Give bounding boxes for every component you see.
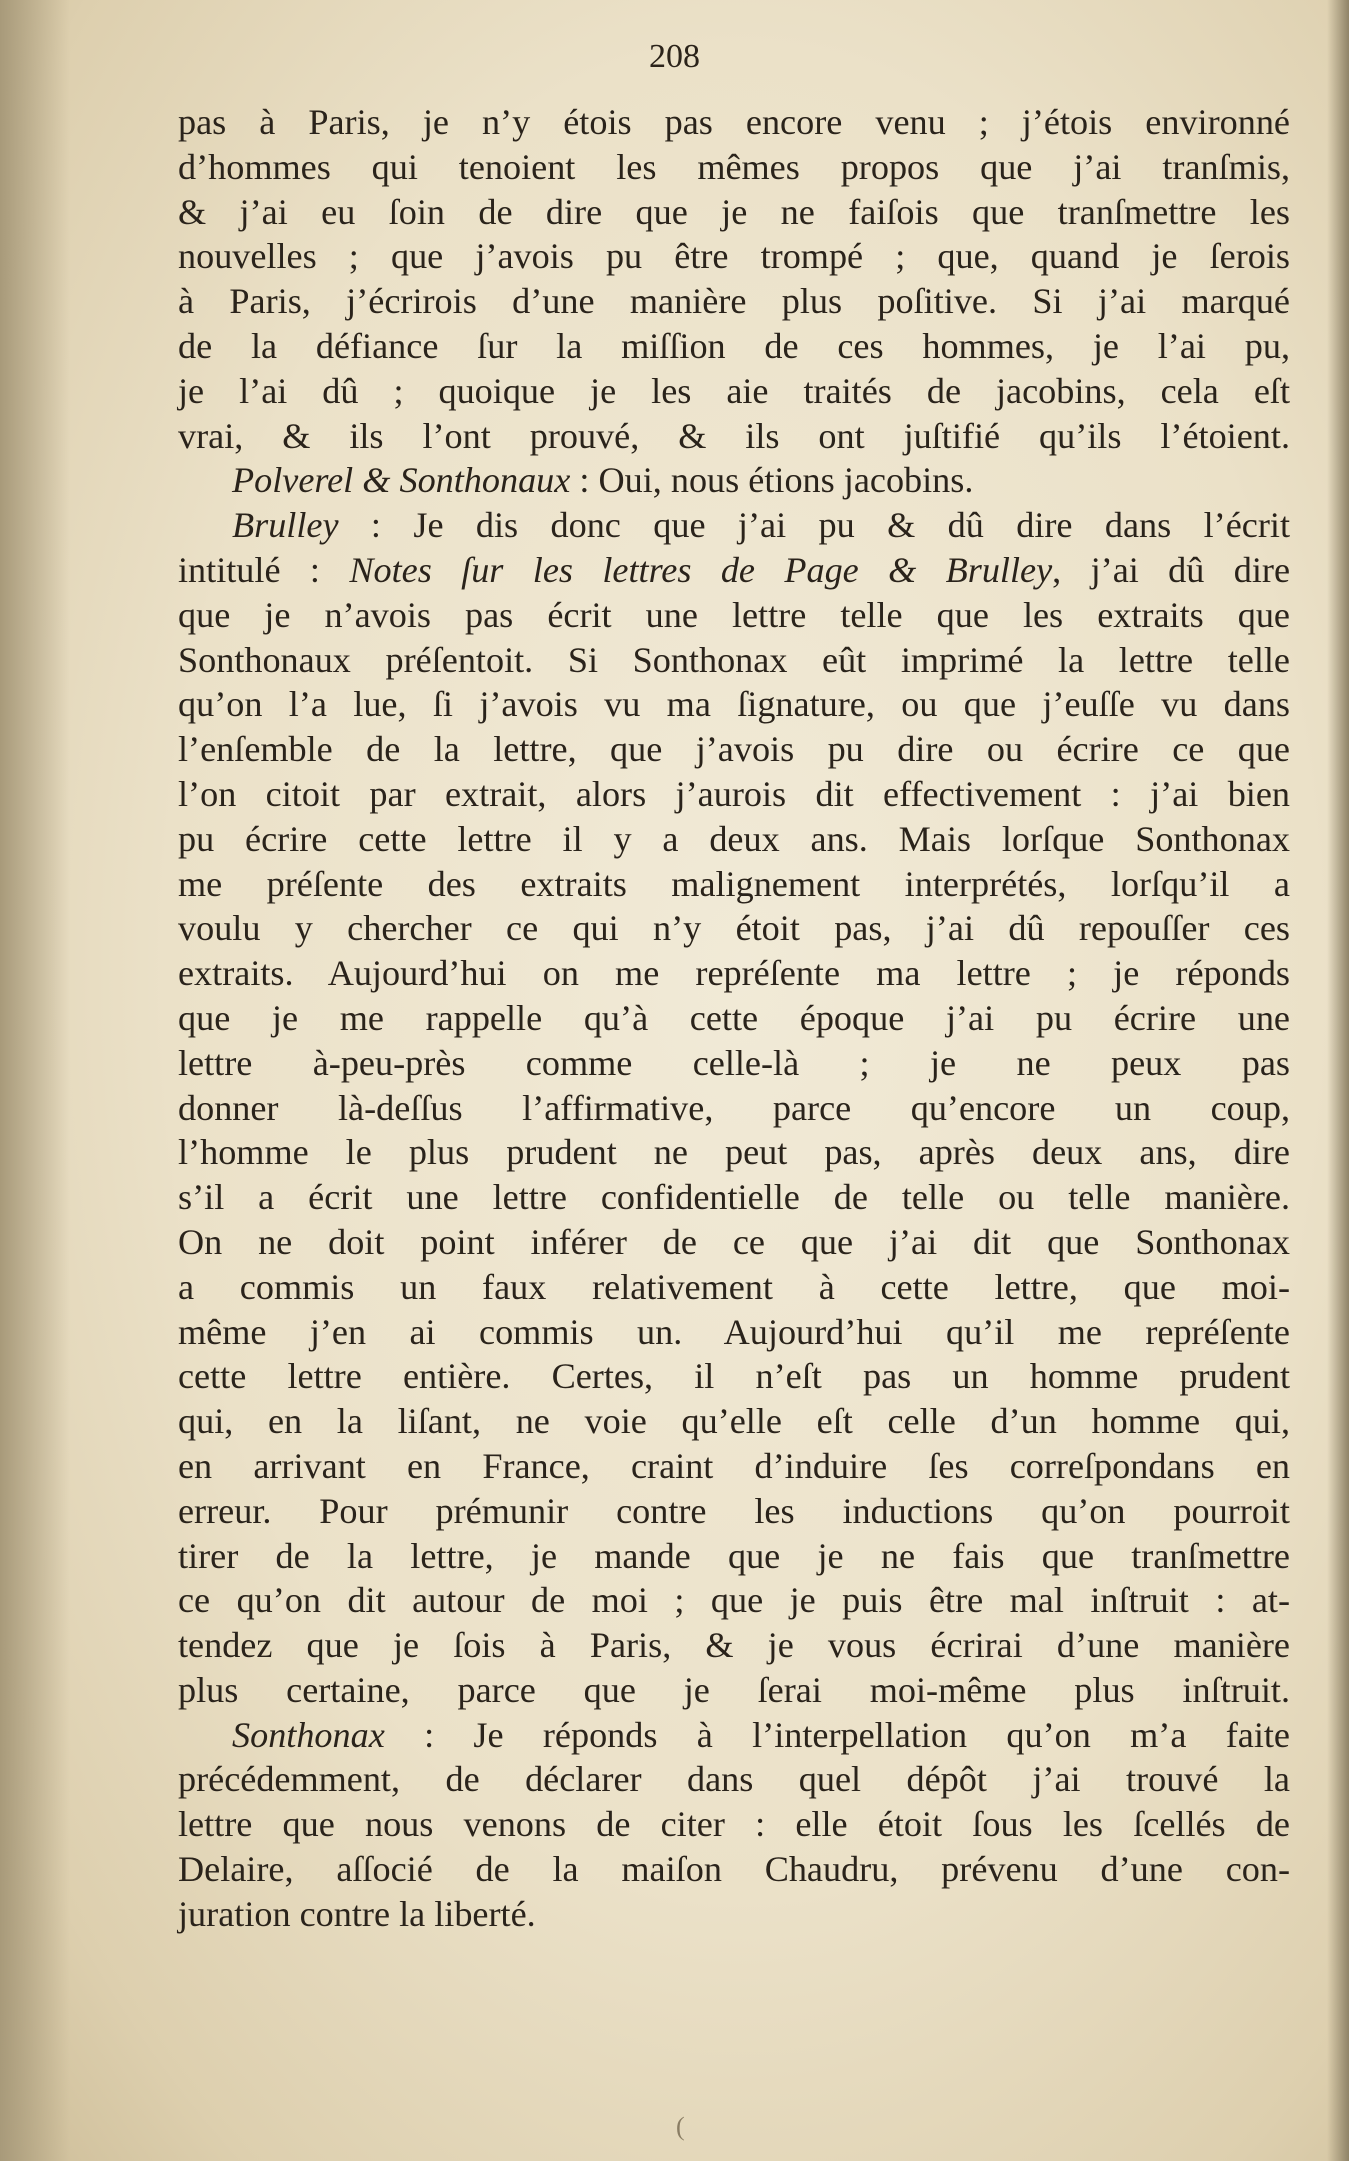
text-line <box>178 862 1290 907</box>
text-line <box>178 1578 1290 1623</box>
text-line <box>178 1847 1290 1892</box>
line-text: juration contre la liberté. <box>178 1893 536 1934</box>
text-line <box>178 1713 1290 1758</box>
text-line <box>178 458 1290 503</box>
line-text: ce qu’on dit autour de moi ; que je puis être mal inſtruit : at- <box>178 1580 1290 1621</box>
text-line <box>178 996 1290 1041</box>
line-text: , j’ai dû dire <box>1052 549 1291 590</box>
text-line <box>178 1354 1290 1399</box>
text-line <box>178 414 1290 459</box>
line-text: lettre que nous venons de citer : elle étoit ſous les ſcellés de <box>178 1804 1290 1845</box>
text-line <box>178 1892 1290 1937</box>
text-line <box>178 817 1290 862</box>
text-line <box>178 369 1290 414</box>
line-text: : Je réponds à l’interpellation qu’on m’a faite <box>384 1714 1290 1755</box>
line-text: pu écrire cette lettre il y a deux ans. Mais lorſque Sonthonax <box>178 818 1290 859</box>
line-text: tirer de la lettre, je mande que je ne fais que tranſmettre <box>178 1535 1290 1576</box>
speaker-name: Sonthonax <box>232 1714 385 1755</box>
line-prefix: intitulé : <box>178 549 350 590</box>
text-line <box>178 279 1290 324</box>
body-text <box>178 100 1290 1937</box>
text-line <box>178 1802 1290 1847</box>
text-line <box>178 1041 1290 1086</box>
line-text: extraits. Aujourd’hui on me repréſente ma lettre ; je réponds <box>178 953 1290 994</box>
italic-title: Notes ſur les lettres de Page & Brulley <box>349 549 1053 590</box>
text-line <box>178 190 1290 235</box>
text-line <box>178 1220 1290 1265</box>
line-text: plus certaine, parce que je ſerai moi-même plus inſtruit. <box>178 1669 1290 1710</box>
text-line <box>178 548 1290 593</box>
text-line <box>178 1668 1290 1713</box>
text-line <box>178 1399 1290 1444</box>
text-line <box>178 682 1290 727</box>
text-line <box>178 1310 1290 1355</box>
text-line <box>178 951 1290 996</box>
text-line <box>178 1489 1290 1534</box>
line-text: lettre à-peu-près comme celle-là ; je ne peux pas <box>178 1042 1290 1083</box>
line-text: l’enſemble de la lettre, que j’avois pu dire ou écrire ce que <box>178 729 1290 770</box>
speaker-name: Brulley <box>232 505 339 546</box>
line-text: à Paris, j’écrirois d’une manière plus poſitive. Si j’ai marqué <box>178 281 1290 322</box>
line-text: précédemment, de déclarer dans quel dépôt j’ai trouvé la <box>178 1759 1290 1800</box>
page-number: 208 <box>649 38 700 75</box>
line-text: qui, en la liſant, ne voie qu’elle eſt celle d’un homme qui, <box>178 1401 1290 1442</box>
footer-mark: ( <box>676 2112 685 2141</box>
line-text: voulu y chercher ce qui n’y étoit pas, j’ai dû repouſſer ces <box>178 908 1290 949</box>
line-text: : Oui, nous étions jacobins. <box>570 460 974 501</box>
text-line <box>178 1265 1290 1310</box>
line-text: nouvelles ; que j’avois pu être trompé ; que, quand je ſerois <box>178 236 1290 277</box>
page-shadow-left <box>0 0 70 2161</box>
text-line <box>178 1444 1290 1489</box>
text-line <box>178 1175 1290 1220</box>
line-text: qu’on l’a lue, ſi j’avois vu ma ſignature, ou que j’euſſe vu dans <box>178 684 1290 725</box>
line-text: Sonthonaux préſentoit. Si Sonthonax eût imprimé la lettre telle <box>178 639 1290 680</box>
text-line <box>178 906 1290 951</box>
line-text: erreur. Pour prémunir contre les inductions qu’on pourroit <box>178 1490 1290 1531</box>
line-text: On ne doit point inférer de ce que j’ai dit que Sonthonax <box>178 1221 1290 1262</box>
line-text: a commis un faux relativement à cette lettre, que moi- <box>178 1266 1290 1307</box>
line-text: pas à Paris, je n’y étois pas encore venu ; j’étois environné <box>178 102 1290 142</box>
line-text: je l’ai dû ; quoique je les aie traités de jacobins, cela eſt <box>178 370 1290 411</box>
text-line <box>178 100 1290 145</box>
line-text: & j’ai eu ſoin de dire que je ne faiſois que tranſmettre les <box>178 191 1290 232</box>
line-text: en arrivant en France, craint d’induire ſes correſpondans en <box>178 1445 1290 1486</box>
line-text: : Je dis donc que j’ai pu & dû dire dans l’écrit <box>338 505 1290 546</box>
line-text: de la défiance ſur la miſſion de ces hommes, je l’ai pu, <box>178 325 1290 366</box>
speaker-name: Polverel & Sonthonaux <box>232 460 571 501</box>
line-text: même j’en ai commis un. Aujourd’hui qu’il me repréſente <box>178 1311 1290 1352</box>
text-line <box>178 145 1290 190</box>
text-line <box>178 1130 1290 1175</box>
line-text: que je n’avois pas écrit une lettre telle que les extraits que <box>178 594 1290 635</box>
text-line <box>178 1623 1290 1668</box>
text-line <box>178 503 1290 548</box>
line-text: tendez que je ſois à Paris, & je vous écrirai d’une manière <box>178 1625 1290 1666</box>
text-line <box>178 1534 1290 1579</box>
line-text: l’homme le plus prudent ne peut pas, après deux ans, dire <box>178 1132 1290 1173</box>
text-line <box>178 727 1290 772</box>
text-line <box>178 638 1290 683</box>
line-text: Delaire, aſſocié de la maiſon Chaudru, prévenu d’une con- <box>178 1849 1290 1890</box>
line-text: s’il a écrit une lettre confidentielle de telle ou telle manière. <box>178 1177 1290 1218</box>
line-text: cette lettre entière. Certes, il n’eſt pas un homme prudent <box>178 1356 1290 1397</box>
text-line <box>178 772 1290 817</box>
text-line <box>178 593 1290 638</box>
line-text: vrai, & ils l’ont prouvé, & ils ont juſtifié qu’ils l’étoient. <box>178 415 1290 456</box>
text-line <box>178 1757 1290 1802</box>
text-line <box>178 1086 1290 1131</box>
page-shadow-right <box>1327 0 1349 2161</box>
text-line <box>178 234 1290 279</box>
line-text: l’on citoit par extrait, alors j’aurois dit effectivement : j’ai bien <box>178 773 1290 814</box>
line-text: d’hommes qui tenoient les mêmes propos que j’ai tranſmis, <box>178 146 1290 187</box>
line-text: me préſente des extraits malignement interprétés, lorſqu’il a <box>178 863 1290 904</box>
line-text: donner là-deſſus l’affirmative, parce qu’encore un coup, <box>178 1087 1290 1128</box>
text-line <box>178 324 1290 369</box>
line-text: que je me rappelle qu’à cette époque j’ai pu écrire une <box>178 997 1290 1038</box>
